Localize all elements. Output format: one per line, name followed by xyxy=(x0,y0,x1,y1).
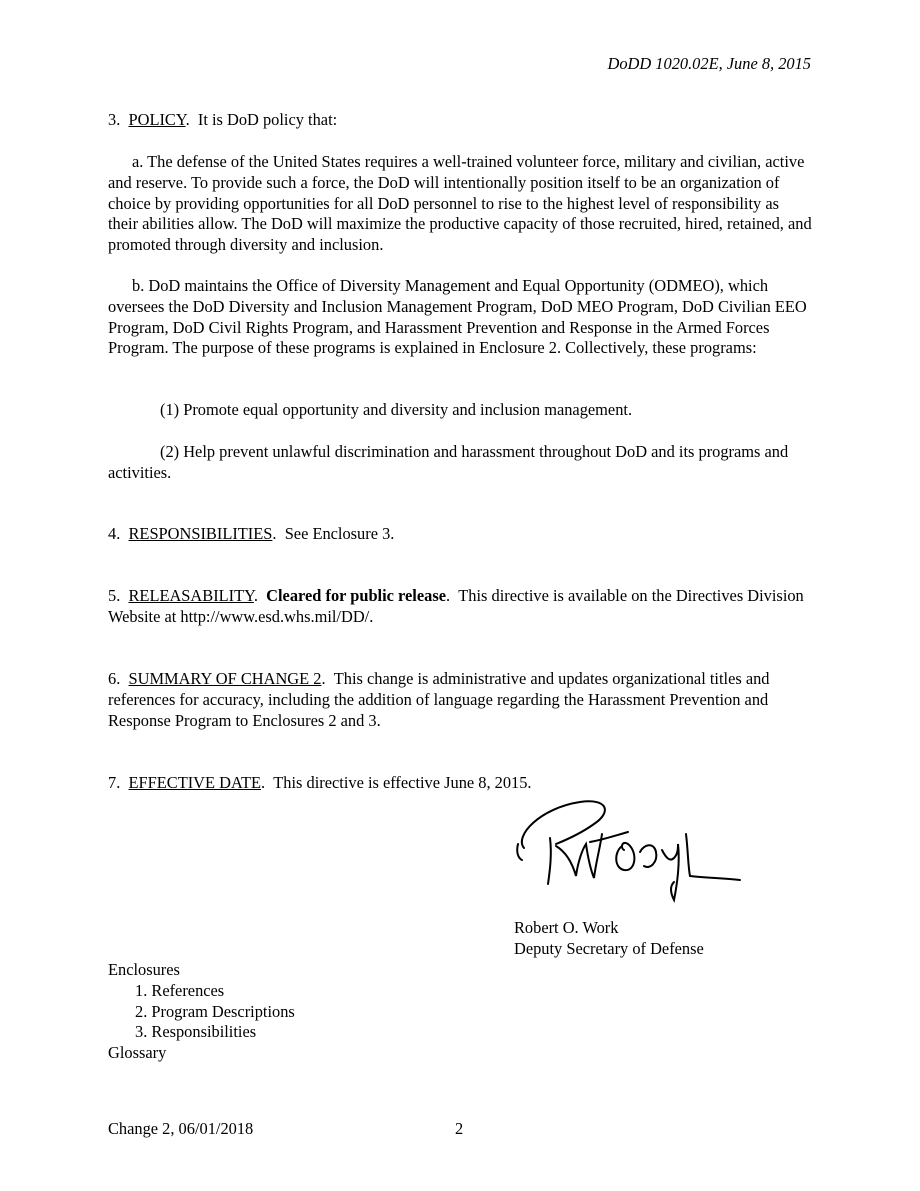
signer-title: Deputy Secretary of Defense xyxy=(514,938,704,958)
policy-heading: 3. POLICY. It is DoD policy that: xyxy=(108,110,338,129)
section-intro: It is DoD policy that: xyxy=(197,110,338,129)
section-number: 7. xyxy=(108,773,121,792)
policy-paragraph-b: b. DoD maintains the Office of Diversity Management and Equal Opportunity (ODMEO), which oversees the DoD Diversity and Inclusion Management Program, DoD MEO Program, DoD Civilian EEO Program, DoD Civil Rights Program, and Harassment Prevention and Response in the Armed Forces Program. The purpose of these programs is explained in Enclosure 2. Collectively, these programs: xyxy=(108,276,807,358)
section-title: RELEASABILITY xyxy=(128,586,254,605)
section-title: SUMMARY OF CHANGE 2 xyxy=(128,669,322,688)
footer-change: Change 2, 06/01/2018 xyxy=(108,1119,254,1138)
signer-name: Robert O. Work xyxy=(514,918,619,937)
section-summary: 6. SUMMARY OF CHANGE 2. This change is administrative and updates organizational titles and references for accuracy, including the addition of language regarding the Harassment Prevention and Response Program to Enclosures 2 and 3. xyxy=(108,669,770,730)
section-text: This change is administrative and updates organizational titles and references for accuracy, including the addition of language regarding the Harassment Prevention and Response Program to Enclosures 2 and 3. xyxy=(108,669,770,730)
section-title: EFFECTIVE DATE xyxy=(128,773,261,792)
enclosure-item: 3. Responsibilities xyxy=(135,1022,257,1042)
section-number: 5. xyxy=(108,586,121,605)
enclosure-item: 1. References xyxy=(135,980,225,1000)
release-statement: Cleared for public release xyxy=(266,586,446,605)
handwritten-signature xyxy=(510,796,750,911)
document-header: DoDD 1020.02E, June 8, 2015 xyxy=(607,54,811,73)
policy-item-1: (1) Promote equal opportunity and diversity and inclusion management. xyxy=(160,400,633,419)
section-title: RESPONSIBILITIES xyxy=(128,524,273,543)
enclosure-item: 2. Program Descriptions xyxy=(135,1001,295,1021)
glossary-label: Glossary xyxy=(108,1043,167,1063)
section-number: 6. xyxy=(108,669,121,688)
section-text: This directive is effective June 8, 2015. xyxy=(273,773,532,792)
policy-paragraph-a: a. The defense of the United States requires a well-trained volunteer force, military and civilian, active and reserve. To provide such a force, the DoD will intentionally position itself to be an organization of choice by providing opportunities for all DoD personnel to rise to the highest level of responsibility as their abilities allow. The DoD will maximize the productive capacity of those recruited, hired, retained, and promoted through diversity and inclusion. xyxy=(108,152,812,255)
section-text: This directive is available on the Directives Division Website at http://www.esd.whs.mil/DD/. xyxy=(108,586,804,626)
signature-block xyxy=(514,918,704,960)
section-text: See Enclosure 3. xyxy=(284,524,395,543)
section-title: POLICY xyxy=(128,110,186,129)
section-number: 4. xyxy=(108,524,121,543)
section-releasability: 5. RELEASABILITY. Cleared for public release. This directive is available on the Directives Division Website at http://www.esd.whs.mil/DD/. xyxy=(108,586,804,626)
section-effective-date: 7. EFFECTIVE DATE. This directive is effective June 8, 2015. xyxy=(108,773,532,792)
enclosures-heading: Enclosures xyxy=(108,960,180,979)
policy-item-2: (2) Help prevent unlawful discrimination and harassment throughout DoD and its programs and activities. xyxy=(108,442,789,482)
section-responsibilities: 4. RESPONSIBILITIES. See Enclosure 3. xyxy=(108,524,395,543)
section-number: 3. xyxy=(108,110,121,129)
section-policy xyxy=(108,110,813,131)
page-number: 2 xyxy=(455,1119,464,1138)
enclosures-list xyxy=(108,960,295,1064)
